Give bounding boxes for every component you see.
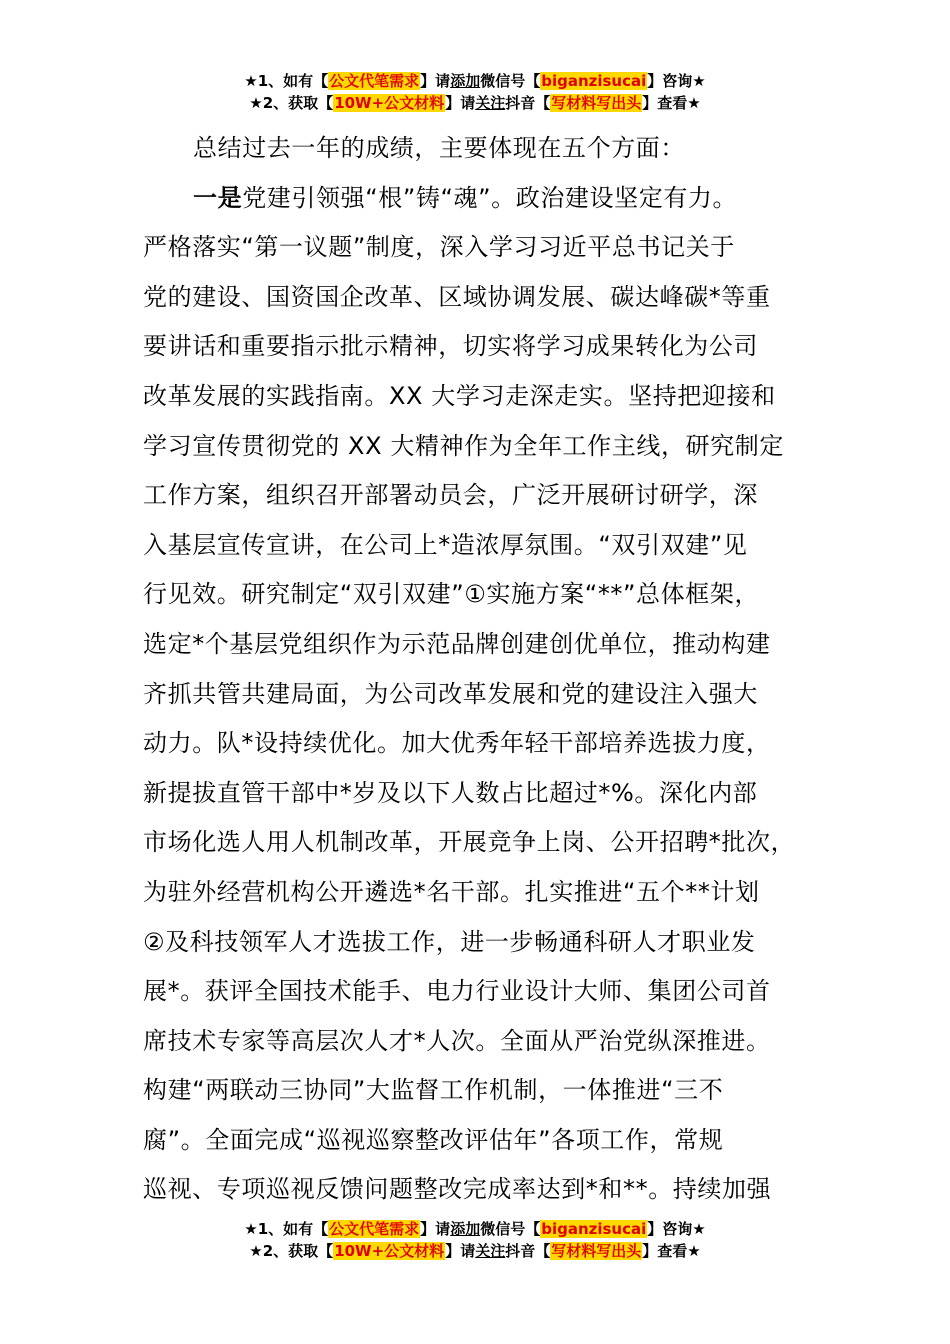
banner-text: ★1、如有【 — [244, 1220, 329, 1238]
paragraph-line: 新提拔直管干部中*岁及以下人数占比超过*%。深化内部 — [143, 778, 758, 807]
paragraph-line — [143, 174, 833, 224]
paragraph-line: 党的建设、国资国企改革、区域协调发展、碳达峰碳*等重 — [143, 282, 771, 311]
banner-highlight: 10W+公文材料 — [334, 1242, 445, 1260]
paragraph-line: 巡视、专项巡视反馈问题整改完成率达到*和**。持续加强 — [143, 1175, 772, 1204]
document-body — [143, 124, 833, 1215]
paragraph-line: 入基层宣传宣讲，在公司上*造浓厚氛围。“双引双建”见 — [143, 530, 748, 559]
paragraph-line: 选定*个基层党组织作为示范品牌创建创优单位，推动构建 — [143, 629, 771, 658]
banner-highlight: 公文代笔需求 — [329, 1220, 420, 1238]
banner-text: 】查看★ — [642, 1242, 701, 1260]
header-banner — [0, 70, 950, 114]
banner-wechat-id: biganzisucai — [541, 1220, 647, 1238]
banner-text: 抖音【 — [505, 94, 551, 112]
banner-line-2 — [0, 1240, 950, 1262]
paragraph-line: 要讲话和重要指示批示精神，切实将学习成果转化为公司 — [143, 332, 758, 361]
paragraph-line: 工作方案，组织召开部署动员会，广泛开展研讨研学，深 — [143, 481, 758, 510]
banner-highlight: 公文代笔需求 — [329, 72, 420, 90]
banner-text: 】查看★ — [642, 94, 701, 112]
banner-text: 】请 — [420, 1220, 451, 1238]
paragraph-line: 齐抓共管共建局面，为公司改革发展和党的建设注入强大 — [143, 679, 758, 708]
banner-highlight: 10W+公文材料 — [334, 94, 445, 112]
banner-text: ★1、如有【 — [244, 72, 329, 90]
paragraph-line: 腐”。全面完成“巡视巡察整改评估年”各项工作，常规 — [143, 1125, 724, 1154]
banner-text: ★2、获取【 — [249, 1242, 334, 1260]
banner-text: ★2、获取【 — [249, 94, 334, 112]
paragraph-line: ②及科技领军人才选拔工作，进一步畅通科研人才职业发 — [143, 927, 756, 956]
banner-underlined: 关注 — [475, 1242, 506, 1260]
banner-text: 微信号【 — [480, 72, 541, 90]
banner-wechat-id: biganzisucai — [541, 72, 647, 90]
banner-text: 抖音【 — [505, 1242, 551, 1260]
banner-underlined: 添加 — [450, 72, 481, 90]
paragraph-line: 席技术专家等高层次人才*人次。全面从严治党纵深推进。 — [143, 1026, 771, 1055]
banner-text: 】咨询★ — [647, 1220, 706, 1238]
banner-underlined: 关注 — [475, 94, 506, 112]
banner-text: 微信号【 — [480, 1220, 541, 1238]
banner-douyin-id: 写材料写出头 — [551, 1242, 642, 1260]
paragraph-line: 为驻外经营机构公开遴选*名干部。扎实推进“五个**计划 — [143, 877, 760, 906]
banner-line-1 — [0, 1218, 950, 1240]
intro-paragraph: 总结过去一年的成绩，主要体现在五个方面： — [193, 134, 685, 162]
line-text: 党建引领强“根”铸“魂”。政治建设坚定有力。 — [242, 183, 738, 212]
banner-underlined: 添加 — [450, 1220, 481, 1238]
banner-douyin-id: 写材料写出头 — [551, 94, 642, 112]
paragraph-line: 学习宣传贯彻党的 XX 大精神作为全年工作主线，研究制定 — [143, 431, 784, 460]
lead-label: 一是 — [193, 183, 243, 212]
banner-line-1 — [0, 70, 950, 92]
paragraph-line: 动力。队*设持续优化。加大优秀年轻干部培养选拔力度， — [143, 729, 771, 758]
banner-text: 】请 — [420, 72, 451, 90]
paragraph-line: 改革发展的实践指南。XX 大学习走深走实。坚持把迎接和 — [143, 381, 776, 410]
paragraph-line: 严格落实“第一议题”制度，深入学习习近平总书记关于 — [143, 233, 735, 262]
banner-text: 】请 — [445, 94, 476, 112]
banner-text: 】咨询★ — [647, 72, 706, 90]
banner-text: 】请 — [445, 1242, 476, 1260]
banner-line-2 — [0, 92, 950, 114]
paragraph-line: 构建“两联动三协同”大监督工作机制，一体推进“三不 — [143, 1076, 724, 1105]
paragraph-line: 展*。获评全国技术能手、电力行业设计大师、集团公司首 — [143, 977, 771, 1006]
paragraph-line: 行见效。研究制定“双引双建”①实施方案“**”总体框架， — [143, 580, 760, 609]
footer-banner — [0, 1218, 950, 1262]
paragraph-line: 市场化选人用人机制改革，开展竞争上岗、公开招聘*批次， — [143, 828, 796, 857]
